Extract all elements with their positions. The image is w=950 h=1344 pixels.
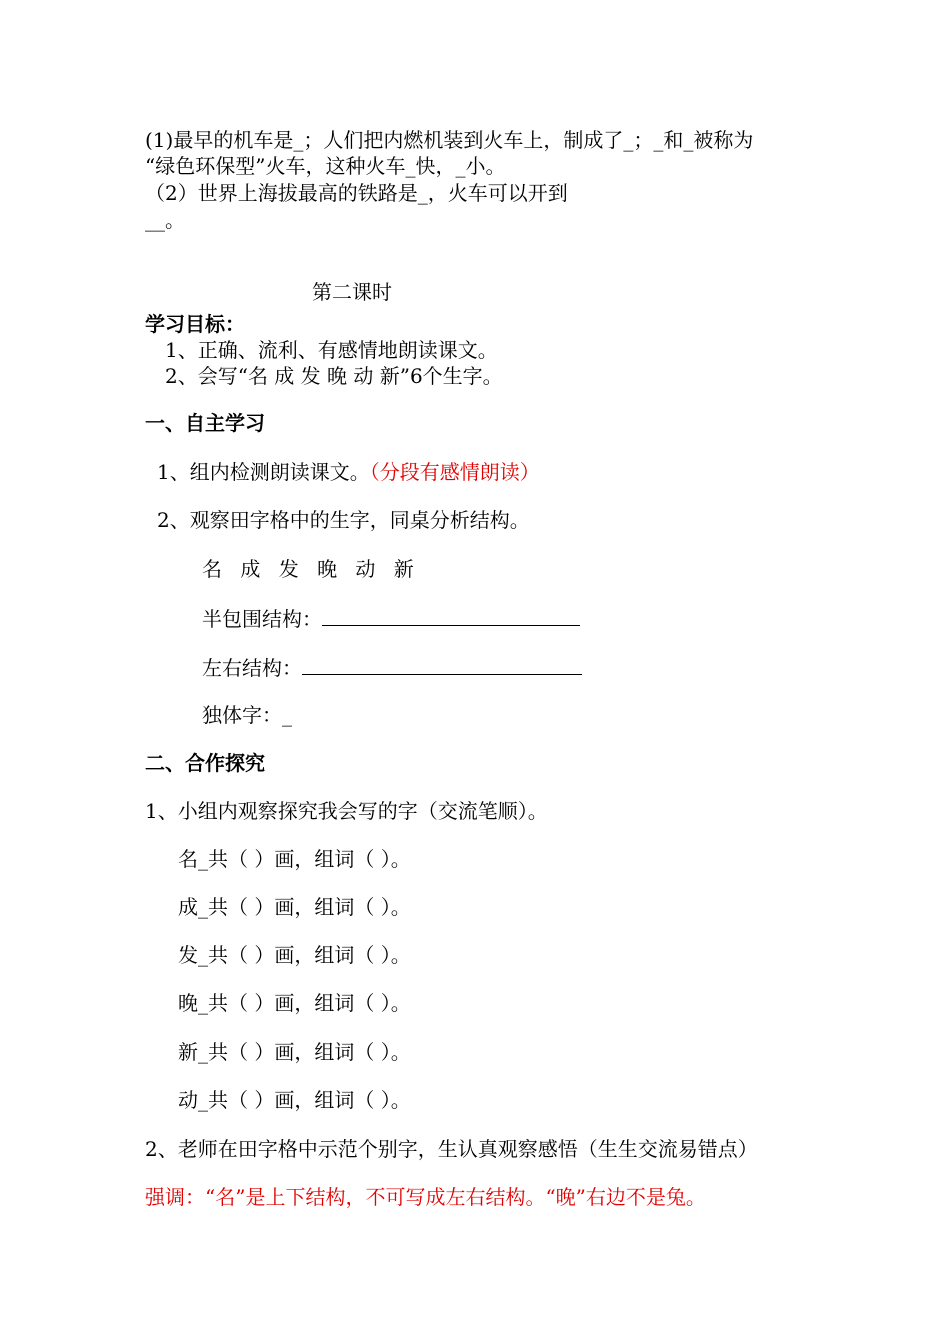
section2-item2: 2、老师在田字格中示范个别字，生认真观察感悟（生生交流易错点） [145,1137,758,1161]
section1-item1 [157,462,540,482]
section2-heading: 二、合作探究 [145,751,265,775]
review-q2-line1: （2）世界上海拔最高的铁路是_，火车可以开到 [145,181,568,205]
goal-item-2: 2、会写“名 成 发 晚 动 新”6个生字。 [165,364,503,388]
new-characters: 名 成 发 晚 动 新 [202,557,420,581]
review-q1-line1: (1)最早的机车是_；人们把内燃机装到火车上，制成了_；_和_被称为 [145,128,754,152]
section1-item2: 2、观察田字格中的生字，同桌分析结构。 [157,508,530,532]
stroke-row: 名_共（ ）画，组词（ ）。 [178,847,411,871]
section2-item1: 1、小组内观察探究我会写的字（交流笔顺）。 [145,799,548,823]
stroke-row: 动_共（ ）画，组词（ ）。 [178,1088,411,1112]
half-enclosed-row [202,607,580,629]
left-right-label: 左右结构： [202,656,302,680]
review-q1-line2: “绿色环保型”火车，这种火车_快，_小。 [145,154,506,178]
lesson-title: 第二课时 [312,280,392,304]
section1-item1-text: 1、组内检测朗读课文。 [157,460,370,484]
single-structure-label: 独体字：_ [202,703,292,727]
left-right-row [202,656,582,678]
stroke-row: 发_共（ ）画，组词（ ）。 [178,943,411,967]
half-enclosed-label: 半包围结构： [202,607,322,631]
left-right-blank[interactable] [302,656,582,675]
half-enclosed-blank[interactable] [322,607,580,626]
stroke-row: 晚_共（ ）画，组词（ ）。 [178,991,411,1015]
review-q2-line2: __。 [145,208,185,232]
section1-item1-note: （分段有感情朗读） [369,460,540,484]
goal-item-1: 1、正确、流利、有感情地朗读课文。 [165,338,498,362]
stroke-row: 新_共（ ）画，组词（ ）。 [178,1040,411,1064]
goals-heading: 学习目标： [145,312,245,336]
emphasis-note: 强调：“名”是上下结构，不可写成左右结构。“晚”右边不是兔。 [145,1185,706,1209]
section1-heading: 一、自主学习 [145,411,265,435]
stroke-row: 成_共（ ）画，组词（ ）。 [178,895,411,919]
